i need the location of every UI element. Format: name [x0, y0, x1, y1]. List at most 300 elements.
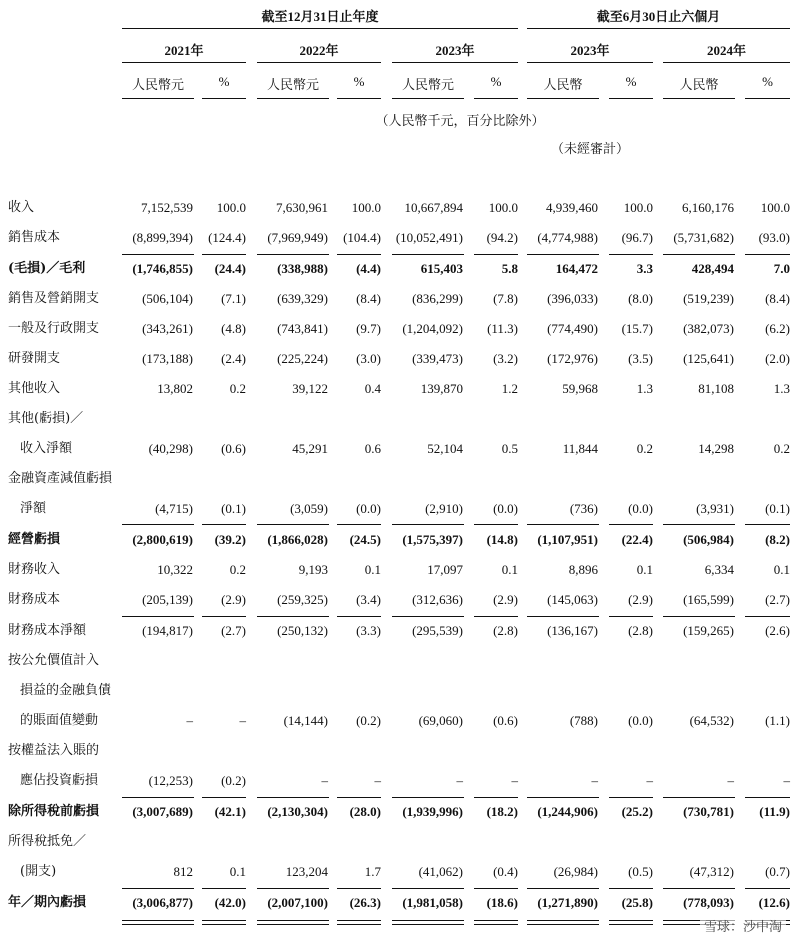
amount-cell: 8,896 — [568, 562, 598, 577]
amount-cell: 615,403 — [420, 261, 463, 276]
percent-cell: 1.2 — [501, 381, 518, 396]
percent-cell: (2.9) — [221, 592, 246, 607]
percent-cell: 0.2 — [229, 381, 246, 396]
subheader-underline — [527, 98, 599, 99]
table-row — [0, 197, 800, 219]
subtotal-rule — [527, 254, 599, 255]
row-label: 淨額 — [20, 501, 47, 516]
percent-cell: – — [783, 773, 790, 788]
table-row — [0, 710, 800, 732]
amount-cell: 164,472 — [555, 261, 598, 276]
subtotal-rule — [257, 888, 329, 889]
subtotal-rule — [474, 524, 518, 525]
subtotal-rule — [202, 616, 246, 617]
amount-cell: (69,060) — [418, 713, 463, 728]
percent-cell: (11.3) — [487, 321, 518, 336]
subtotal-rule — [527, 797, 599, 798]
table-row — [0, 348, 800, 370]
percent-cell: (11.9) — [759, 804, 790, 819]
subtotal-rule — [202, 797, 246, 798]
amount-cell: 812 — [173, 864, 193, 879]
row-label: 年／期內虧損 — [8, 895, 87, 910]
amount-cell: (4,774,988) — [537, 230, 598, 245]
table-row — [0, 318, 800, 340]
table-row — [0, 650, 800, 672]
subtotal-rule — [527, 888, 599, 889]
percent-cell: (24.4) — [214, 261, 246, 276]
percent-cell: – — [646, 773, 653, 788]
table-row — [0, 529, 800, 551]
amount-cell: (3,931) — [696, 501, 734, 516]
currency-header: 人民幣元 — [401, 77, 454, 92]
amount-cell: (3,006,877) — [132, 895, 193, 910]
year-header-2024-interim: 2024年 — [706, 43, 746, 58]
amount-cell: (41,062) — [418, 864, 463, 879]
percent-cell: – — [511, 773, 518, 788]
percent-cell: (14.8) — [486, 532, 518, 547]
amount-cell: (4,715) — [155, 501, 193, 516]
year-underline — [663, 62, 790, 63]
percent-cell: (3.0) — [356, 351, 381, 366]
row-label: 財務成本 — [8, 592, 61, 607]
amount-cell: (125,641) — [683, 351, 734, 366]
amount-cell: 52,104 — [427, 441, 463, 456]
amount-cell: (259,325) — [277, 592, 328, 607]
percent-cell: – — [374, 773, 381, 788]
subtotal-rule — [392, 616, 464, 617]
percent-cell: 1.3 — [773, 381, 790, 396]
year-header-2023-interim: 2023年 — [570, 43, 610, 58]
subheader-underline — [663, 98, 735, 99]
amount-cell: (1,746,855) — [132, 261, 193, 276]
percent-cell: (39.2) — [214, 532, 246, 547]
amount-cell: (788) — [569, 713, 598, 728]
percent-cell: (0.0) — [356, 501, 381, 516]
percent-cell: (0.5) — [628, 864, 653, 879]
table-row — [0, 831, 800, 853]
amount-cell: (3,059) — [290, 501, 328, 516]
year-header-2021: 2021年 — [164, 43, 204, 58]
amount-cell: (1,204,092) — [402, 321, 463, 336]
subheader-underline — [392, 98, 464, 99]
row-label: 財務收入 — [8, 562, 61, 577]
subtotal-rule — [745, 254, 790, 255]
amount-cell: 7,630,961 — [276, 200, 328, 215]
total-double-rule — [202, 920, 246, 925]
percent-cell: (104.4) — [343, 230, 381, 245]
percent-cell: (94.2) — [486, 230, 518, 245]
row-label: 金融資產減值虧損 — [8, 471, 113, 486]
percent-cell: (96.7) — [621, 230, 653, 245]
amount-cell: (2,007,100) — [267, 895, 328, 910]
row-label: 一般及行政開支 — [8, 321, 100, 336]
percent-cell: 0.1 — [773, 562, 790, 577]
subheader-underline — [202, 98, 246, 99]
percent-cell: (0.2) — [221, 773, 246, 788]
percent-cell: (8.2) — [765, 532, 790, 547]
subtotal-rule — [745, 616, 790, 617]
amount-cell: (64,532) — [689, 713, 734, 728]
year-underline — [527, 62, 653, 63]
amount-cell: (205,139) — [142, 592, 193, 607]
percent-cell: 0.4 — [364, 381, 381, 396]
amount-cell: (14,144) — [283, 713, 328, 728]
amount-cell: (1,866,028) — [267, 532, 328, 547]
percent-cell: (24.5) — [349, 532, 381, 547]
percent-header: % — [625, 74, 637, 89]
year-header-2023: 2023年 — [435, 43, 475, 58]
amount-cell: 14,298 — [698, 441, 734, 456]
amount-cell: 139,870 — [420, 381, 463, 396]
percent-cell: (0.7) — [765, 864, 790, 879]
percent-cell: (25.8) — [621, 895, 653, 910]
subtotal-rule — [609, 254, 653, 255]
percent-cell: (93.0) — [758, 230, 790, 245]
percent-cell: 100.0 — [623, 200, 653, 215]
amount-cell: (1,939,996) — [402, 804, 463, 819]
amount-cell: (338,988) — [277, 261, 328, 276]
percent-cell: (0.4) — [493, 864, 518, 879]
amount-cell: (225,224) — [277, 351, 328, 366]
amount-cell: (194,817) — [142, 623, 193, 638]
subtotal-rule — [745, 797, 790, 798]
table-row — [0, 680, 800, 702]
subtotal-rule — [663, 888, 735, 889]
percent-cell: (3.3) — [356, 623, 381, 638]
subtotal-rule — [609, 524, 653, 525]
row-label: (開支) — [20, 864, 57, 879]
amount-cell: (2,800,619) — [132, 532, 193, 547]
amount-cell: (339,473) — [412, 351, 463, 366]
subtotal-rule — [745, 888, 790, 889]
amount-cell: (736) — [569, 501, 598, 516]
amount-cell: (26,984) — [553, 864, 598, 879]
amount-cell: (136,167) — [547, 623, 598, 638]
total-double-rule — [392, 920, 464, 925]
percent-cell: (25.2) — [621, 804, 653, 819]
percent-cell: (2.9) — [493, 592, 518, 607]
subtotal-rule — [202, 524, 246, 525]
amount-cell: – — [186, 713, 193, 728]
percent-header: % — [762, 74, 773, 89]
amount-cell: (173,188) — [142, 351, 193, 366]
percent-cell: 3.3 — [636, 261, 653, 276]
amount-cell: (312,636) — [412, 592, 463, 607]
year-underline — [257, 62, 381, 63]
subtotal-rule — [257, 524, 329, 525]
watermark: 雪球：沙中淘 — [700, 914, 786, 937]
subtotal-rule — [663, 254, 735, 255]
percent-cell: – — [239, 713, 246, 728]
subheader-underline — [337, 98, 381, 99]
percent-cell: (9.7) — [356, 321, 381, 336]
amount-cell: (382,073) — [683, 321, 734, 336]
percent-cell: (0.1) — [765, 501, 790, 516]
percent-cell: (4.8) — [221, 321, 246, 336]
amount-cell: (343,261) — [142, 321, 193, 336]
table-row — [0, 770, 800, 792]
amount-cell: (7,969,949) — [267, 230, 328, 245]
subtotal-rule — [609, 888, 653, 889]
subtotal-rule — [745, 524, 790, 525]
percent-cell: 100.0 — [760, 200, 790, 215]
table-row — [0, 801, 800, 823]
percent-header: % — [353, 74, 365, 89]
subtotal-rule — [337, 616, 381, 617]
row-label: 損益的金融負債 — [20, 683, 112, 698]
table-row — [0, 468, 800, 490]
subtotal-rule — [527, 616, 599, 617]
row-label: 的賬面值變動 — [20, 713, 99, 728]
subtotal-rule — [663, 797, 735, 798]
table-row — [0, 438, 800, 460]
subtotal-rule — [392, 888, 464, 889]
percent-cell: (6.2) — [765, 321, 790, 336]
percent-cell: 1.3 — [636, 381, 653, 396]
currency-header: 人民幣 — [543, 77, 583, 92]
row-label: 銷售及營銷開支 — [8, 291, 100, 306]
row-label: 研發開支 — [8, 351, 61, 366]
percent-cell: (7.1) — [221, 291, 246, 306]
percent-cell: 0.5 — [501, 441, 518, 456]
subtotal-rule — [337, 254, 381, 255]
percent-cell: (0.0) — [493, 501, 518, 516]
percent-cell: (4.4) — [356, 261, 381, 276]
percent-cell: 100.0 — [216, 200, 246, 215]
table-row — [0, 498, 800, 520]
percent-cell: (2.7) — [765, 592, 790, 607]
amount-cell: 13,802 — [157, 381, 193, 396]
subtotal-rule — [474, 254, 518, 255]
subtotal-rule — [337, 888, 381, 889]
row-label: 經營虧損 — [8, 532, 61, 547]
percent-cell: (0.0) — [628, 501, 653, 516]
percent-cell: 0.1 — [501, 562, 518, 577]
amount-cell: (159,265) — [683, 623, 734, 638]
table-row — [0, 288, 800, 310]
subtotal-rule — [663, 616, 735, 617]
percent-cell: (18.6) — [486, 895, 518, 910]
percent-cell: (2.4) — [221, 351, 246, 366]
percent-cell: 0.1 — [636, 562, 653, 577]
table-row — [0, 408, 800, 430]
subtotal-rule — [474, 888, 518, 889]
year-header-2022: 2022年 — [299, 43, 339, 58]
amount-cell: (730,781) — [683, 804, 734, 819]
amount-cell: (10,052,491) — [395, 230, 463, 245]
amount-cell: (506,984) — [683, 532, 734, 547]
percent-cell: 0.2 — [773, 441, 790, 456]
unit-note: （人民幣千元，百分比除外） — [375, 113, 545, 128]
amount-cell: 81,108 — [698, 381, 734, 396]
subtotal-rule — [527, 524, 599, 525]
percent-cell: (2.8) — [628, 623, 653, 638]
row-label: 收入淨額 — [20, 441, 73, 456]
subtotal-rule — [257, 254, 329, 255]
subtotal-rule — [663, 524, 735, 525]
percent-cell: (0.1) — [221, 501, 246, 516]
percent-cell: (28.0) — [349, 804, 381, 819]
amount-cell: (506,104) — [142, 291, 193, 306]
subtotal-rule — [257, 616, 329, 617]
subheader-underline — [609, 98, 653, 99]
percent-cell: 0.6 — [364, 441, 381, 456]
amount-cell: (1,981,058) — [402, 895, 463, 910]
amount-cell: – — [727, 773, 734, 788]
table-row — [0, 559, 800, 581]
group-underline-annual — [122, 28, 518, 29]
amount-cell: 59,968 — [562, 381, 598, 396]
table-row — [0, 258, 800, 280]
table-row — [0, 589, 800, 611]
total-double-rule — [122, 920, 194, 925]
amount-cell: 428,494 — [691, 261, 734, 276]
row-label: (毛損)／毛利 — [8, 261, 86, 276]
table-row — [0, 861, 800, 883]
amount-cell: 9,193 — [298, 562, 328, 577]
amount-cell: (3,007,689) — [132, 804, 193, 819]
percent-cell: (18.2) — [486, 804, 518, 819]
group-underline-interim — [527, 28, 790, 29]
subtotal-rule — [202, 254, 246, 255]
subtotal-rule — [609, 797, 653, 798]
amount-cell: 45,291 — [292, 441, 328, 456]
amount-cell: 10,667,894 — [404, 200, 463, 215]
row-label: 銷售成本 — [8, 230, 61, 245]
subtotal-rule — [392, 524, 464, 525]
percent-cell: (1.1) — [765, 713, 790, 728]
group-header-interim: 截至6月30日止六個月 — [596, 9, 721, 24]
percent-cell: (2.9) — [628, 592, 653, 607]
subtotal-rule — [609, 616, 653, 617]
subtotal-rule — [474, 797, 518, 798]
total-double-rule — [609, 920, 653, 925]
total-double-rule — [257, 920, 329, 925]
percent-cell: (7.8) — [493, 291, 518, 306]
subtotal-rule — [122, 616, 194, 617]
amount-cell: 7,152,539 — [141, 200, 193, 215]
amount-cell: (778,093) — [683, 895, 734, 910]
percent-cell: (15.7) — [621, 321, 653, 336]
amount-cell: – — [321, 773, 328, 788]
percent-cell: (2.0) — [765, 351, 790, 366]
amount-cell: (145,063) — [547, 592, 598, 607]
table-row — [0, 892, 800, 914]
amount-cell: (12,253) — [148, 773, 193, 788]
row-label: 收入 — [8, 200, 35, 215]
row-label: 財務成本淨額 — [8, 623, 87, 638]
amount-cell: 10,322 — [157, 562, 193, 577]
subtotal-rule — [122, 524, 194, 525]
percent-cell: (3.4) — [356, 592, 381, 607]
percent-cell: (3.5) — [628, 351, 653, 366]
row-label: 所得稅抵免／ — [8, 834, 87, 849]
subtotal-rule — [474, 616, 518, 617]
amount-cell: (1,107,951) — [537, 532, 598, 547]
subheader-underline — [745, 98, 790, 99]
percent-cell: (0.6) — [493, 713, 518, 728]
percent-header: % — [490, 74, 502, 89]
amount-cell: (172,976) — [547, 351, 598, 366]
percent-cell: (42.1) — [214, 804, 246, 819]
subtotal-rule — [122, 254, 194, 255]
amount-cell: 17,097 — [427, 562, 463, 577]
amount-cell: (836,299) — [412, 291, 463, 306]
unaudited-note: （未經審計） — [550, 141, 629, 156]
subtotal-rule — [337, 797, 381, 798]
percent-cell: (26.3) — [349, 895, 381, 910]
amount-cell: (8,899,394) — [132, 230, 193, 245]
subtotal-rule — [392, 254, 464, 255]
table-row — [0, 740, 800, 762]
currency-header: 人民幣 — [679, 77, 719, 92]
group-header-annual: 截至12月31日止年度 — [261, 9, 379, 24]
amount-cell: – — [591, 773, 598, 788]
amount-cell: (250,132) — [277, 623, 328, 638]
amount-cell: (295,539) — [412, 623, 463, 638]
percent-cell: (2.7) — [221, 623, 246, 638]
percent-cell: (2.8) — [493, 623, 518, 638]
percent-cell: 0.1 — [364, 562, 381, 577]
percent-cell: 5.8 — [501, 261, 518, 276]
amount-cell: (519,239) — [683, 291, 734, 306]
table-row — [0, 620, 800, 642]
subheader-underline — [257, 98, 329, 99]
amount-cell: (47,312) — [689, 864, 734, 879]
table-row — [0, 378, 800, 400]
amount-cell: (1,575,397) — [402, 532, 463, 547]
amount-cell: 6,160,176 — [682, 200, 734, 215]
percent-cell: (124.4) — [208, 230, 246, 245]
amount-cell: (1,244,906) — [537, 804, 598, 819]
amount-cell: (1,271,890) — [537, 895, 598, 910]
amount-cell: 123,204 — [285, 864, 328, 879]
percent-cell: 0.2 — [636, 441, 653, 456]
percent-cell: 1.7 — [364, 864, 381, 879]
percent-cell: (0.6) — [221, 441, 246, 456]
amount-cell: (743,841) — [277, 321, 328, 336]
percent-cell: (3.2) — [493, 351, 518, 366]
total-double-rule — [337, 920, 381, 925]
subtotal-rule — [122, 888, 194, 889]
subtotal-rule — [122, 797, 194, 798]
percent-cell: (8.0) — [628, 291, 653, 306]
row-label: 按權益法入賬的 — [8, 743, 100, 758]
subtotal-rule — [392, 797, 464, 798]
amount-cell: (5,731,682) — [673, 230, 734, 245]
subheader-underline — [474, 98, 518, 99]
year-underline — [392, 62, 518, 63]
percent-cell: (0.2) — [356, 713, 381, 728]
currency-header: 人民幣元 — [131, 77, 184, 92]
percent-cell: 100.0 — [488, 200, 518, 215]
total-double-rule — [474, 920, 518, 925]
amount-cell: (774,490) — [547, 321, 598, 336]
percent-cell: 100.0 — [351, 200, 381, 215]
amount-cell: (639,329) — [277, 291, 328, 306]
amount-cell: (396,033) — [547, 291, 598, 306]
amount-cell: (2,130,304) — [267, 804, 328, 819]
percent-cell: (12.6) — [758, 895, 790, 910]
year-underline — [122, 62, 246, 63]
row-label: 除所得稅前虧損 — [8, 804, 100, 819]
subtotal-rule — [337, 524, 381, 525]
percent-cell: 0.2 — [229, 562, 246, 577]
total-double-rule — [527, 920, 599, 925]
percent-cell: 7.0 — [773, 261, 790, 276]
percent-cell: (8.4) — [356, 291, 381, 306]
percent-cell: (8.4) — [765, 291, 790, 306]
